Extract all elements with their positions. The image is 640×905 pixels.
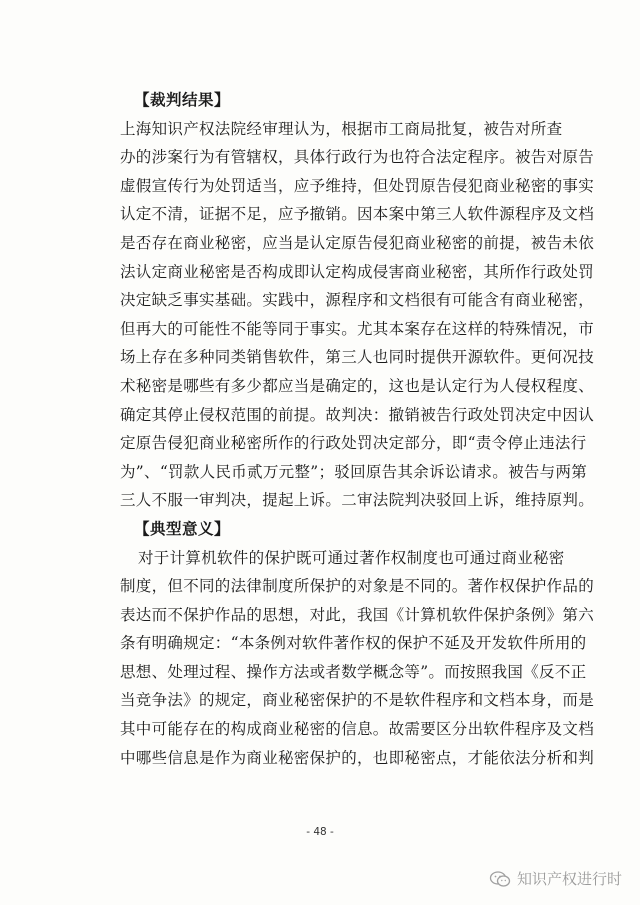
text-line: 虚假宣传行为处罚适当，应予维持，但处罚原告侵犯商业秘密的事实 xyxy=(120,176,595,195)
text-line: 场上存在多种同类销售软件，第三人也同时提供开源软件。更何况技 xyxy=(120,348,595,367)
text-line: 为”、“罚款人民币贰万元整”；驳回原告其余诉讼请求。被告与两第 xyxy=(120,462,588,481)
watermark-text: 知识产权进行时 xyxy=(516,870,622,888)
text-line: 但再大的可能性不能等同于事实。尤其本案存在这样的特殊情况，市 xyxy=(120,319,595,338)
text-line: 思想、处理过程、操作方法或者数学概念等”。而按照我国《反不正 xyxy=(120,662,587,681)
text-line: 中哪些信息是作为商业秘密保护的，也即秘密点，才能依法分析和判 xyxy=(120,748,595,767)
page-number: - 48 - xyxy=(306,826,334,838)
text-line: 制度，但不同的法律制度所保护的对象是不同的。著作权保护作品的 xyxy=(120,577,595,596)
text-line: 三人不服一审判决，提起上诉。二审法院判决驳回上诉，维持原判。 xyxy=(120,491,595,510)
text-line: 上海知识产权法院经审理认为，根据市工商局批复，被告对所查 xyxy=(120,119,563,138)
text-line: 办的涉案行为有管辖权，具体行政行为也符合法定程序。被告对原告 xyxy=(120,148,595,167)
text-line: 术秘密是哪些有多少都应当是确定的，这也是认定行为人侵权程度、 xyxy=(120,376,595,395)
wechat-icon xyxy=(489,870,511,888)
section-heading-judgment: 【裁判结果】 xyxy=(134,90,231,109)
section-heading-significance: 【典型意义】 xyxy=(134,518,231,538)
text-line: 定原告侵犯商业秘密所作的行政处罚决定部分，即“责令停止违法行 xyxy=(120,434,587,453)
text-line: 确定其停止侵权范围的前提。故判决：撤销被告行政处罚决定中因认 xyxy=(120,405,595,424)
text-line: 对于计算机软件的保护既可通过著作权制度也可通过商业秘密 xyxy=(138,548,565,567)
watermark xyxy=(489,868,622,889)
document-body xyxy=(120,86,595,772)
text-line: 是否存在商业秘密，应当是认定原告侵犯商业秘密的前提，被告未依 xyxy=(120,233,595,252)
text-line: 其中可能存在的构成商业秘密的信息。故需要区分出软件程序及文档 xyxy=(120,720,595,739)
text-line: 法认定商业秘密是否构成即认定构成侵害商业秘密，其所作行政处罚 xyxy=(120,262,595,281)
text-line: 条有明确规定：“本条例对软件著作权的保护不延及开发软件所用的 xyxy=(120,634,587,653)
text-line: 决定缺乏事实基础。实践中，源程序和文档很有可能含有商业秘密， xyxy=(120,291,595,310)
section-judgment-text xyxy=(120,115,595,515)
text-line: 当竞争法》的规定，商业秘密保护的不是软件程序和文档本身，而是 xyxy=(120,691,595,710)
section-significance-text xyxy=(120,544,595,773)
text-line: 认定不清，证据不足，应予撤销。因本案中第三人软件源程序及文档 xyxy=(120,205,595,224)
text-line: 表达而不保护作品的思想，对此，我国《计算机软件保护条例》第六 xyxy=(120,605,595,624)
